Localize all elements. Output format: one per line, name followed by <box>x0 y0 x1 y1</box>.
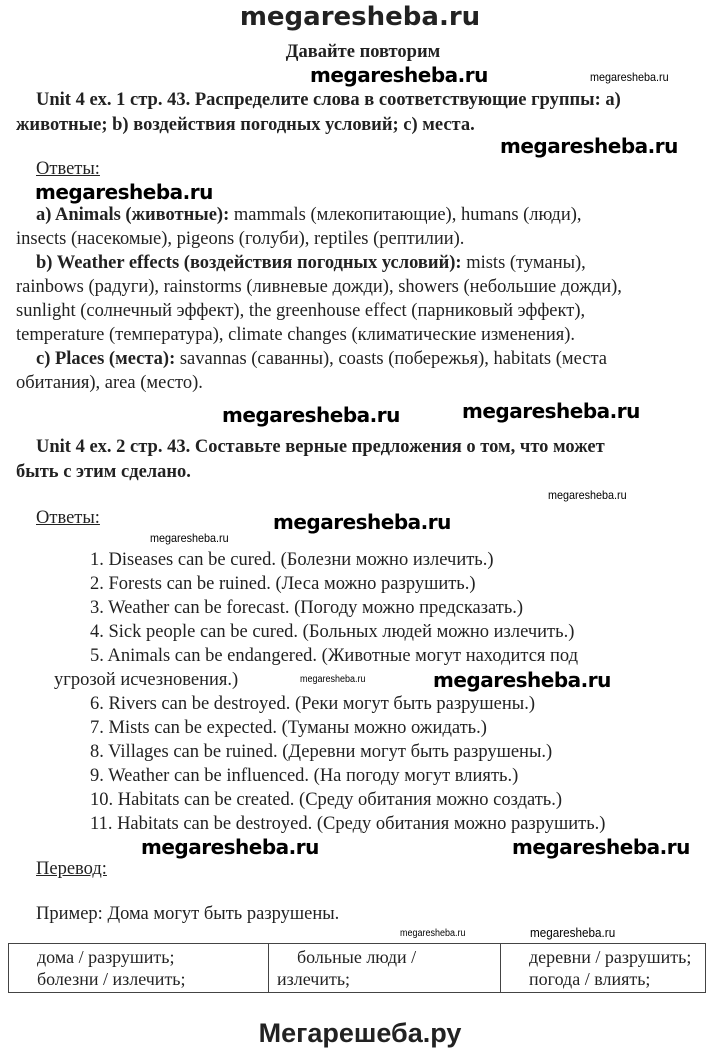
watermark: megaresheba.ru <box>433 668 611 692</box>
list-item: 2. Forests can be ruined. (Леса можно разрушить.) <box>90 574 476 594</box>
example-text: Пример: Дома могут быть разрушены. <box>36 904 340 924</box>
watermark: megaresheba.ru <box>590 70 669 84</box>
list-item: 11. Habitats can be destroyed. (Среду обитания можно разрушить.) <box>90 814 606 834</box>
watermark: megaresheba.ru <box>310 63 488 87</box>
answer-c: обитания), area (место). <box>16 373 203 393</box>
list-item: 4. Sick people can be cured. (Больных людей можно излечить.) <box>90 622 575 642</box>
list-item: 5. Animals can be endangered. (Животные могут находится под <box>90 646 579 666</box>
answers-label: Ответы: <box>36 159 100 179</box>
answer-b: temperature (температура), climate changes (климатические изменения). <box>16 325 576 345</box>
answer-b: b) Weather effects (воздействия погодных условий): mists (туманы), <box>36 253 586 273</box>
translation-table <box>8 943 706 993</box>
list-item: 1. Diseases can be cured. (Болезни можно излечить.) <box>90 550 494 570</box>
list-item: угрозой исчезновения.) <box>54 670 239 690</box>
answer-b: rainbows (радуги), rainstorms (ливневые дожди), showers (небольшие дожди), <box>16 277 622 297</box>
list-item: 3. Weather can be forecast. (Погоду можно предсказать.) <box>90 598 524 618</box>
list-item: 10. Habitats can be created. (Среду обитания можно создать.) <box>90 790 563 810</box>
section-title: Давайте повторим <box>285 42 441 62</box>
ex1-title: Unit 4 ex. 1 стр. 43. Распределите слова в соответствующие группы: a) <box>36 90 621 110</box>
watermark: megaresheba.ru <box>222 403 400 427</box>
list-item: 8. Villages can be ruined. (Деревни могут быть разрушены.) <box>90 742 553 762</box>
site-header: megaresheba.ru <box>239 2 481 32</box>
list-item: 7. Mists can be expected. (Туманы можно ожидать.) <box>90 718 487 738</box>
watermark: megaresheba.ru <box>548 488 627 502</box>
watermark: megaresheba.ru <box>150 531 229 545</box>
watermark: megaresheba.ru <box>300 674 366 685</box>
watermark: megaresheba.ru <box>462 399 640 423</box>
watermark: megaresheba.ru <box>400 928 466 939</box>
list-item: 6. Rivers can be destroyed. (Реки могут быть разрушены.) <box>90 694 536 714</box>
answer-a: a) Animals (животные): mammals (млекопитающие), humans (люди), <box>36 205 582 225</box>
table-cell: деревни / разрушить; погода / влиять; <box>501 944 706 993</box>
watermark: megaresheba.ru <box>273 510 451 534</box>
watermark: megaresheba.ru <box>141 835 319 859</box>
table-cell: больные люди / излечить; <box>269 944 501 993</box>
list-item: 9. Weather can be influenced. (На погоду могут влиять.) <box>90 766 519 786</box>
answer-a: insects (насекомые), pigeons (голуби), reptiles (рептилии). <box>16 229 465 249</box>
watermark: megaresheba.ru <box>530 925 616 940</box>
ex1-title: животные; b) воздействия погодных условий; c) места. <box>16 115 475 135</box>
translation-label: Перевод: <box>36 859 107 879</box>
ex2-title: Unit 4 ex. 2 стр. 43. Составьте верные предложения о том, что может <box>36 437 605 457</box>
table-cell: дома / разрушить; болезни / излечить; <box>9 944 269 993</box>
site-footer: Мегарешеба.ру <box>258 1018 462 1048</box>
watermark: megaresheba.ru <box>35 180 213 204</box>
watermark: megaresheba.ru <box>512 835 690 859</box>
answer-b: sunlight (солнечный эффект), the greenhouse effect (парниковый эффект), <box>16 301 586 321</box>
answer-c: c) Places (места): savannas (саванны), coasts (побережья), habitats (места <box>36 349 607 369</box>
ex2-title: быть с этим сделано. <box>16 462 191 482</box>
answers-label: Ответы: <box>36 508 100 528</box>
watermark: megaresheba.ru <box>500 134 678 158</box>
